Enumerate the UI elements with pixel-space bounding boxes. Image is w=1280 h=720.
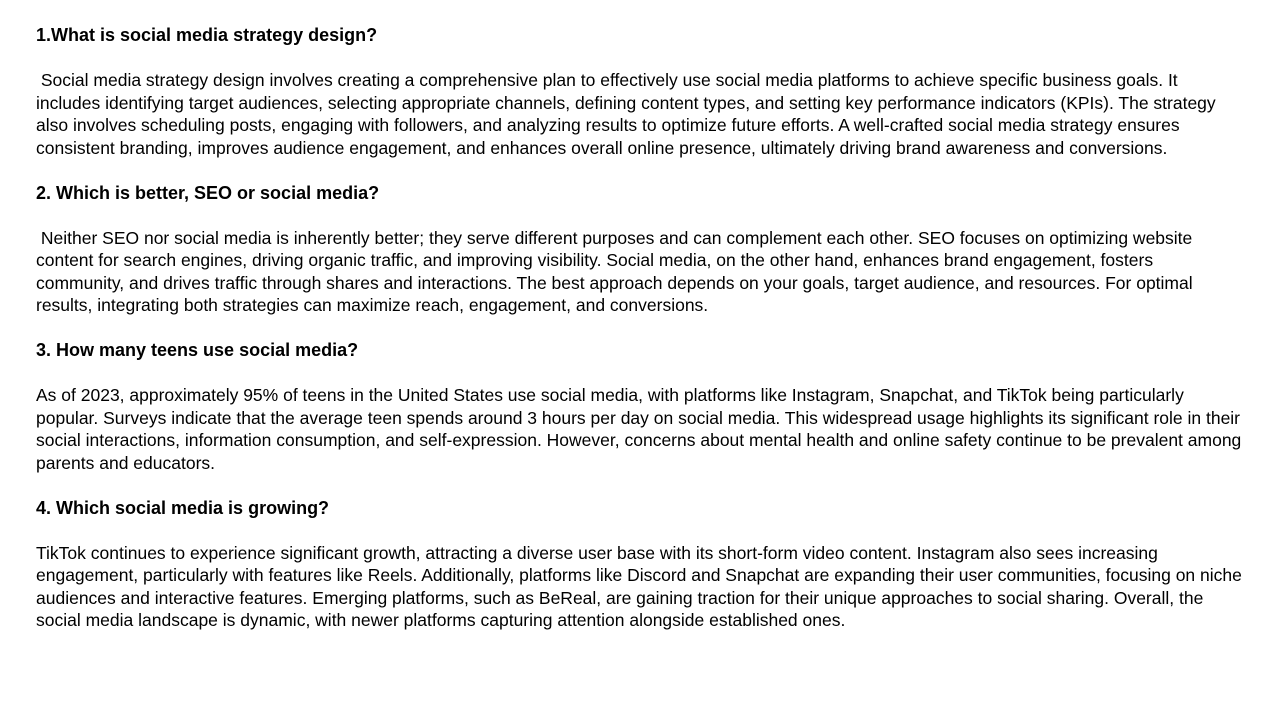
faq-item-1 [36,24,1246,159]
faq-question: 3. How many teens use social media? [36,340,359,360]
faq-question: 4. Which social media is growing? [36,497,330,518]
faq-item-3 [36,339,1246,474]
faq-question: 2. Which is better, SEO or social media? [36,182,380,203]
faq-answer: As of 2023, approximately 95% of teens in the United States use social media, with platforms like Instagram, Snapchat, and TikTok being particularly popular. Surveys indicate that the average teen spends around 3 hours per day on social media. This widespread usage highlights its significant role in their social interactions, information consumption, and self-expression. However, concerns about mental health and online safety continue to be prevalent among parents and educators. [36,385,1247,473]
faq-item-2 [36,182,1246,317]
faq-item-4 [36,497,1246,632]
faq-document [36,24,1246,654]
faq-question: 1.What is social media strategy design? [36,25,378,45]
faq-answer: TikTok continues to experience significant growth, attracting a diverse user base with its short-form video content. Instagram also sees increasing engagement, particularly with features like Reels. Additionally, platforms like Discord and Snapchat are expanding their user communities, focusing on niche audiences and interactive features. Emerging platforms, such as BeReal, are gaining traction for their unique approaches to social sharing. Overall, the social media landscape is dynamic, with newer platforms capturing attention alongside established ones. [36,542,1247,630]
faq-answer: Neither SEO nor social media is inherently better; they serve different purposes and can complement each other. SEO focuses on optimizing website content for search engines, driving organic traffic, and improving visibility. Social media, on the other hand, enhances brand engagement, fosters community, and drives traffic through shares and interactions. The best approach depends on your goals, target audience, and resources. For optimal results, integrating both strategies can maximize reach, engagement, and conversions. [36,227,1198,315]
faq-answer: Social media strategy design involves creating a comprehensive plan to effectively use social media platforms to achieve specific business goals. It includes identifying target audiences, selecting appropriate channels, defining content types, and setting key performance indicators (KPIs). The strategy also involves scheduling posts, engaging with followers, and analyzing results to optimize future efforts. A well-crafted social media strategy ensures consistent branding, improves audience engagement, and enhances overall online presence, ultimately driving brand awareness and conversions. [36,70,1221,158]
